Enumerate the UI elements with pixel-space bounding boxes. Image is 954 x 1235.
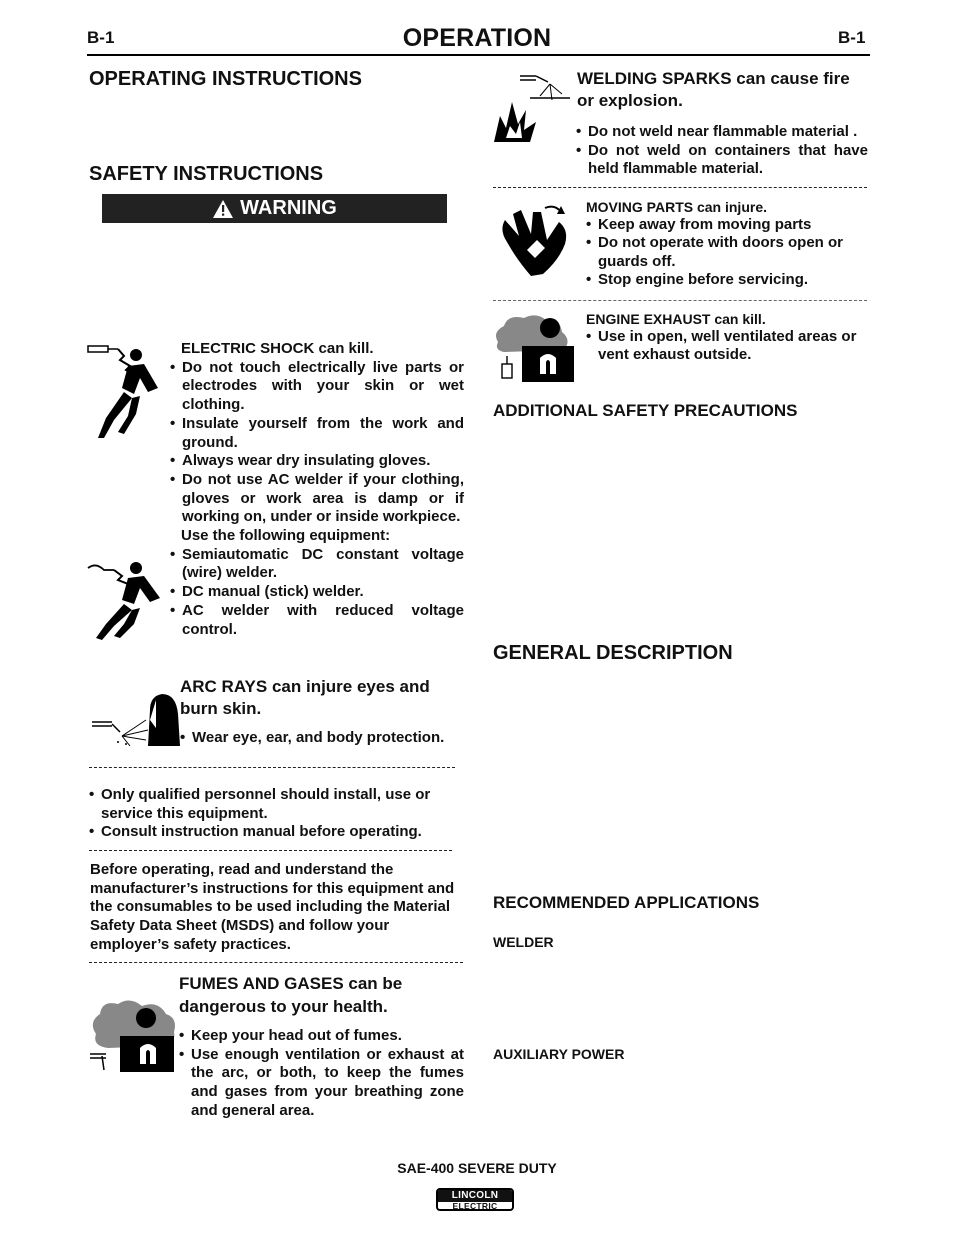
fumes-list (179, 1027, 464, 1121)
fumes-block (179, 972, 469, 1018)
arc-rays-icon (90, 690, 180, 750)
electric-shock-icon (84, 342, 174, 442)
additional-safety-heading: ADDITIONAL SAFETY PRECAUTIONS (493, 401, 798, 420)
header-rule (87, 54, 870, 56)
arc-rays-block (180, 676, 470, 748)
arc-rays-heading: ARC RAYS can injure eyes and burn skin. (180, 677, 430, 718)
list-item: • Do not use AC welder if your clothing, gloves or work area is damp or if working on, under or inside workpiece. (170, 471, 464, 527)
lincoln-electric-logo (436, 1188, 514, 1211)
divider (493, 300, 867, 301)
list-item: • Do not weld on containers that have held flammable material. (576, 142, 868, 179)
engine-exhaust-block (586, 310, 870, 365)
list-item: • Do not weld near flammable material . (576, 123, 868, 142)
operating-instructions-heading: OPERATING INSTRUCTIONS (89, 68, 362, 90)
welding-sparks-list (576, 123, 868, 179)
fumes-heading: FUMES AND GASES can be dangerous to your health. (179, 974, 403, 1016)
welder-subheading: WELDER (493, 934, 554, 950)
moving-parts-heading: MOVING PARTS can injure. (586, 199, 767, 215)
list-item: • Use in open, well ventilated areas or vent exhaust outside. (586, 328, 870, 365)
list-item: • Consult instruction manual before operating. (89, 823, 459, 842)
engine-exhaust-list (586, 328, 870, 365)
qualified-list (89, 786, 459, 842)
warning-banner (102, 194, 447, 223)
recommended-applications-heading: RECOMMENDED APPLICATIONS (493, 893, 760, 912)
list-item: • Semiautomatic DC constant voltage (wire) welder. (170, 546, 464, 583)
model-name: SAE-400 SEVERE DUTY (397, 1160, 557, 1176)
divider (493, 187, 867, 188)
page-number-right: B-1 (838, 28, 866, 47)
engine-exhaust-heading: ENGINE EXHAUST can kill. (586, 311, 766, 327)
list-item: • Always wear dry insulating gloves. (170, 452, 464, 471)
warning-label: WARNING (240, 197, 337, 219)
list-item: • Only qualified personnel should install, use or service this equipment. (89, 786, 459, 823)
welding-sparks-icon (490, 72, 576, 148)
arc-rays-list (180, 729, 470, 748)
equipment-list (170, 546, 464, 640)
list-item: • Keep your head out of fumes. (179, 1027, 464, 1046)
divider (89, 767, 455, 768)
moving-parts-icon (495, 200, 575, 278)
list-item: • Stop engine before servicing. (586, 271, 868, 289)
electric-shock-icon-2 (84, 560, 174, 640)
equipment-intro: Use the following equipment: (181, 527, 391, 545)
moving-parts-block (586, 198, 868, 289)
auxiliary-power-subheading: AUXILIARY POWER (493, 1046, 625, 1062)
list-item: • Insulate yourself from the work and ground. (170, 415, 464, 452)
welding-sparks-heading: WELDING SPARKS can cause fire or explosion. (577, 69, 850, 110)
list-item: • Keep away from moving parts (586, 216, 868, 234)
electric-shock-list (170, 359, 464, 527)
electric-shock-heading: ELECTRIC SHOCK can kill. (181, 340, 374, 357)
list-item: • AC welder with reduced voltage control. (170, 602, 464, 639)
general-description-heading: GENERAL DESCRIPTION (493, 642, 733, 664)
electric-shock-block (170, 340, 464, 639)
before-operating-text: Before operating, read and understand the manufacturer’s instructions for this equipment and the consumables to be used including the Material Safety Data Sheet (MSDS) and follow your employer’s safety practices. (90, 861, 455, 953)
safety-instructions-heading: SAFETY INSTRUCTIONS (89, 163, 324, 185)
divider (89, 962, 463, 963)
page-title: OPERATION (402, 24, 552, 52)
engine-exhaust-icon (492, 312, 578, 384)
moving-parts-list (586, 216, 868, 289)
logo-top-text: LINCOLN (438, 1190, 512, 1202)
list-item: • Wear eye, ear, and body protection. (180, 729, 470, 748)
divider (89, 850, 452, 851)
list-item: • Do not operate with doors open or guards off. (586, 234, 868, 271)
fumes-icon (88, 998, 180, 1076)
logo-bottom-text: ELECTRIC (452, 1201, 498, 1211)
list-item: • Do not touch electrically live parts or electrodes with your skin or wet clothing. (170, 359, 464, 415)
warning-triangle-icon (212, 199, 234, 219)
list-item: • Use enough ventilation or exhaust at the arc, or both, to keep the fumes and gases from your breathing zone and general area. (179, 1046, 464, 1121)
page-number-left: B-1 (87, 28, 115, 47)
list-item: • DC manual (stick) welder. (170, 583, 464, 602)
